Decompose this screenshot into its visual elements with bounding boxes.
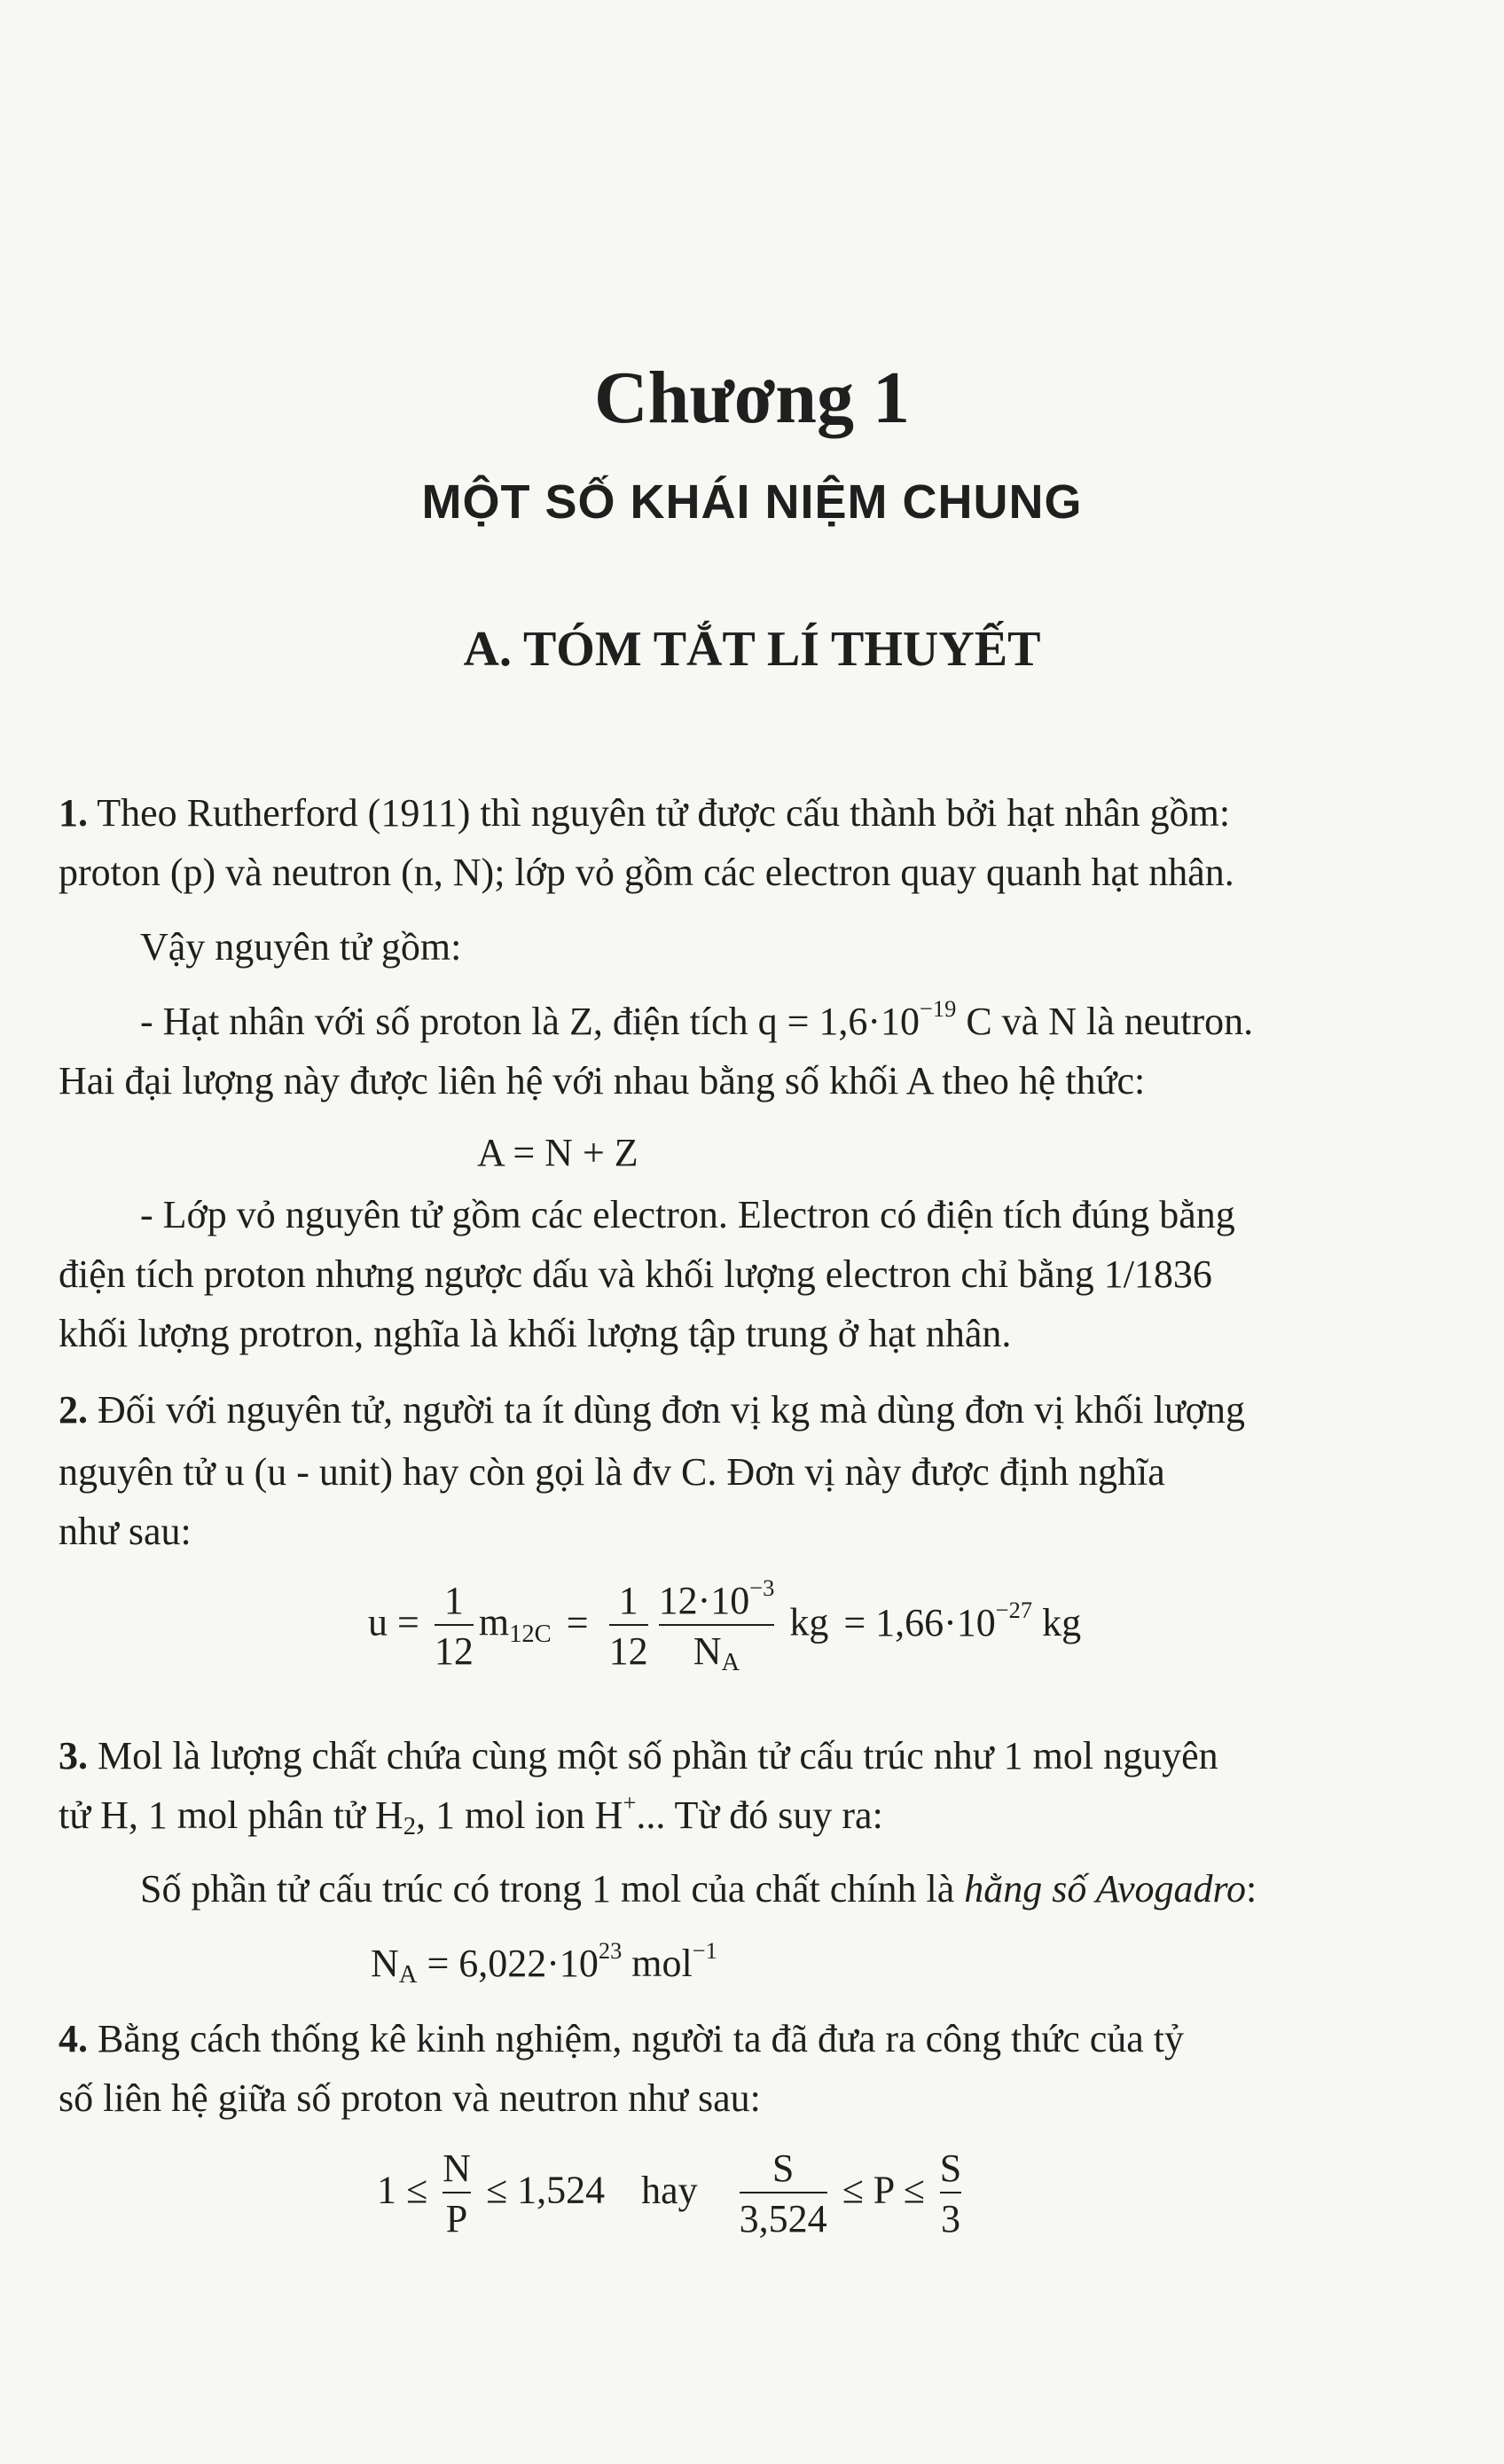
formula-a-n-z: A = N + Z <box>477 1131 638 1174</box>
item-2-line-2: nguyên tử u (u - unit) hay còn gọi là đv C. Đơn vị này được định nghĩa <box>59 1450 1165 1494</box>
numerator: S <box>772 2146 795 2190</box>
text: m <box>478 1600 510 1644</box>
text: - Hạt nhân với số proton là Z, điện tích q = 1,6·10 <box>140 1000 920 1043</box>
text: : <box>1246 1867 1257 1911</box>
text: = 1,66·10 <box>843 1600 996 1644</box>
fraction <box>658 1574 775 1676</box>
subscript: A <box>398 1961 418 1989</box>
denominator: 12 <box>609 1624 648 1675</box>
numerator: 1 <box>618 1579 638 1622</box>
item-4-line-2: số liên hệ giữa số proton và neutron như sau: <box>59 2076 761 2120</box>
exponent: −3 <box>749 1574 775 1602</box>
item-number: 3. <box>59 1734 88 1777</box>
subscript: 12 <box>509 1620 535 1648</box>
equals-sign: = <box>566 1600 589 1644</box>
fraction <box>740 2146 827 2241</box>
text: kg <box>1032 1600 1082 1644</box>
subscript: 2 <box>403 1813 416 1841</box>
item-3-line-1 <box>59 1734 1218 1777</box>
denominator: 3,524 <box>740 2192 827 2242</box>
text: ≤ P ≤ <box>842 2168 925 2212</box>
formula-neutron-proton-ratio <box>377 2146 967 2241</box>
section-heading: A. TÓM TẮT LÍ THUYẾT <box>463 622 1041 677</box>
item-4-line-1 <box>59 2017 1185 2060</box>
denominator <box>659 1624 775 1675</box>
chapter-title: Chương 1 <box>593 357 910 439</box>
exponent: −1 <box>692 1937 717 1965</box>
text: Số phần tử cấu trúc có trong 1 mol của chất chính là <box>140 1867 965 1911</box>
item-1-line-5: Hai đại lượng này được liên hệ với nhau bằng số khối A theo hệ thức: <box>59 1059 1146 1103</box>
chapter-subtitle: MỘT SỐ KHÁI NIỆM CHUNG <box>421 475 1083 529</box>
text: Mol là lượng chất chứa cùng một số phần tử cấu trúc như 1 mol nguyên <box>98 1734 1218 1777</box>
text: ≤ 1,524 <box>485 2168 606 2212</box>
fraction <box>940 2146 961 2241</box>
text: ... Từ đó suy ra: <box>636 1793 883 1837</box>
item-2-line-3: như sau: <box>59 1510 192 1553</box>
item-number: 1. <box>59 791 88 835</box>
fraction <box>443 2146 471 2241</box>
text: Đối với nguyên tử, người ta ít dùng đơn vị kg mà dùng đơn vị khối lượng <box>98 1388 1245 1432</box>
superscript: + <box>623 1789 637 1817</box>
item-2-line-1 <box>59 1388 1245 1432</box>
text: , 1 mol ion H <box>415 1793 623 1837</box>
item-1-line-6: - Lớp vỏ nguyên tử gồm các electron. Electron có điện tích đúng bằng <box>140 1193 1235 1236</box>
denominator: P <box>443 2192 471 2242</box>
text: 12·10 <box>658 1579 750 1622</box>
item-1-line-3: Vậy nguyên tử gồm: <box>140 925 462 969</box>
fraction <box>435 1579 474 1674</box>
text: C và N là neutron. <box>956 1000 1254 1043</box>
text: mol <box>622 1942 693 1985</box>
item-3-line-3 <box>140 1867 1257 1911</box>
formula-avogadro <box>371 1937 717 1989</box>
text: 1 ≤ <box>377 2168 428 2212</box>
text: = 6,022·10 <box>417 1942 599 1985</box>
numerator <box>658 1574 775 1624</box>
result <box>843 1596 1082 1644</box>
denominator: 3 <box>940 2192 961 2242</box>
item-1-line-1 <box>59 791 1231 835</box>
numerator: 1 <box>443 1579 464 1622</box>
text: N <box>371 1942 399 1985</box>
item-1-line-4 <box>140 995 1254 1043</box>
text: Theo Rutherford (1911) thì nguyên tử được cấu thành bởi hạt nhân gồm: <box>97 791 1231 835</box>
item-1-line-8: khối lượng protron, nghĩa là khối lượng tập trung ở hạt nhân. <box>59 1312 1012 1355</box>
subscript: A <box>721 1648 740 1676</box>
text: u = <box>368 1600 419 1644</box>
formula-atomic-mass-unit <box>368 1574 1086 1676</box>
item-number: 4. <box>59 2017 88 2060</box>
exponent: −27 <box>995 1596 1033 1623</box>
emphasis: hằng số Avogadro <box>964 1867 1247 1911</box>
item-3-line-2 <box>59 1789 883 1841</box>
text: N <box>693 1628 722 1673</box>
denominator: 12 <box>435 1624 474 1675</box>
exponent: 23 <box>598 1937 623 1965</box>
subscript: C <box>534 1620 552 1648</box>
text: hay <box>641 2168 698 2212</box>
text: kg <box>789 1600 829 1644</box>
item-1-line-7: điện tích proton nhưng ngược dấu và khối lượng electron chỉ bằng 1/1836 <box>59 1252 1212 1296</box>
numerator: S <box>939 2146 962 2190</box>
fraction <box>609 1579 648 1674</box>
text: Bằng cách thống kê kinh nghiệm, người ta đã đưa ra công thức của tỷ <box>98 2017 1185 2060</box>
exponent: −19 <box>920 995 957 1023</box>
text: tử H, 1 mol phân tử H <box>59 1793 403 1837</box>
item-number: 2. <box>59 1388 88 1432</box>
numerator: N <box>443 2146 471 2190</box>
item-1-line-2: proton (p) và neutron (n, N); lớp vỏ gồm các electron quay quanh hạt nhân. <box>59 851 1234 894</box>
